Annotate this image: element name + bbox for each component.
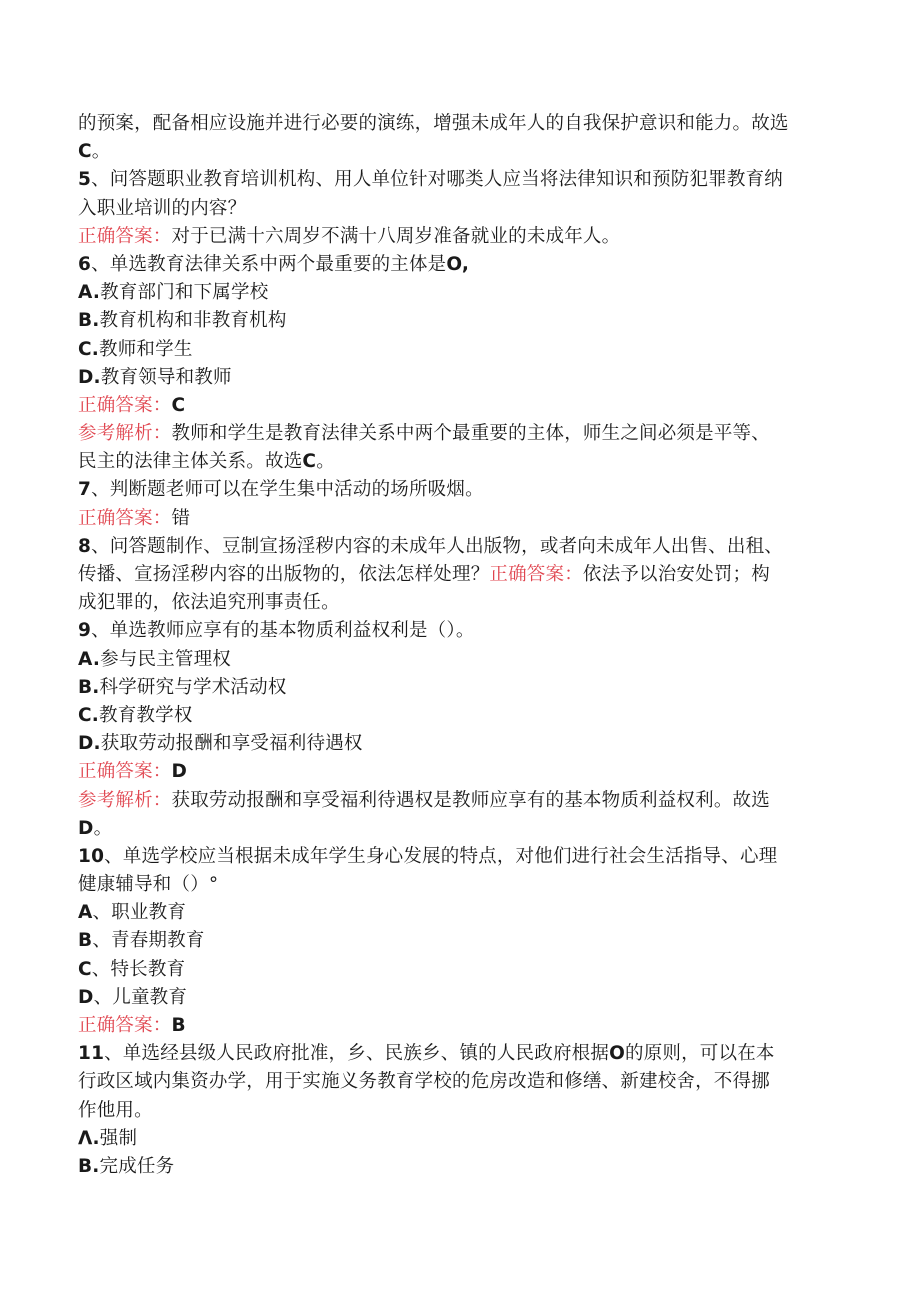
bold-token: B. <box>78 310 100 332</box>
text-line <box>78 138 838 166</box>
line-text: 获取劳动报酬和享受福利待遇权是教师应享有的基本物质利益权利。故选 <box>171 789 770 811</box>
line-text: 作他用。 <box>78 1099 153 1121</box>
text-line <box>78 1153 838 1181</box>
bold-token: 9 <box>78 620 92 642</box>
text-line <box>78 646 838 674</box>
bold-token: 6 <box>78 253 92 275</box>
line-text: 的预案，配备相应设施并进行必要的演练，增强未成年人的自我保护意识和能力。故选 <box>78 113 789 134</box>
answer-label: 正确答案： <box>78 394 172 416</box>
bold-token: D. <box>78 733 101 755</box>
text-line <box>78 787 838 815</box>
bold-token: 10 <box>78 845 105 867</box>
text-line <box>78 702 838 730</box>
answer-label: 正确答案： <box>489 564 583 585</box>
text-line <box>78 1097 838 1125</box>
text-line <box>78 533 838 561</box>
line-text: 、单选学校应当根据未成年学生身心发展的特点，对他们进行社会生活指导、心理 <box>104 845 778 867</box>
line-text: 教育教学权 <box>99 704 193 726</box>
bold-token: B. <box>78 676 100 698</box>
line-text: 错 <box>171 507 191 529</box>
line-text: 。 <box>316 451 335 473</box>
answer-label: 参考解析： <box>78 423 172 445</box>
line-text: 教师和学生 <box>99 338 193 360</box>
bold-token: C <box>78 958 92 980</box>
answer-label: 正确答案： <box>78 507 172 529</box>
text-line <box>78 307 838 335</box>
text-line <box>78 279 838 307</box>
line-text: 教育领导和教师 <box>100 366 232 388</box>
line-text: 、问答题制作、豆制宣扬淫秽内容的未成年人出版物，或者向未成年人出售、出租、 <box>91 535 783 557</box>
answer-label: 正确答案： <box>78 1015 172 1036</box>
text-line <box>78 166 838 194</box>
line-text: 行政区域内集资办学，用于实施义务教育学校的危房改造和修缮、新建校舍，不得挪 <box>78 1071 770 1093</box>
document-page <box>78 110 838 1181</box>
line-text: 、职业教育 <box>92 902 187 924</box>
line-text: 民主的法律主体关系。故选 <box>78 451 303 473</box>
text-line <box>78 561 838 589</box>
line-text: 传播、宣扬淫秽内容的出版物的，依法怎样处理？ <box>78 564 490 585</box>
bold-token: 11 <box>78 1043 105 1065</box>
text-line <box>78 392 838 420</box>
bold-token: C <box>171 394 186 416</box>
line-text: 依法予以治安处罚；构 <box>582 564 770 585</box>
line-text: 科学研究与学术活动权 <box>99 676 287 698</box>
answer-label: 正确答案： <box>78 225 172 247</box>
line-text: 。 <box>91 141 111 163</box>
line-text: 。 <box>93 817 113 839</box>
text-line <box>78 758 838 786</box>
bold-token: 8 <box>78 535 92 557</box>
text-line <box>78 110 838 138</box>
text-line <box>78 871 838 899</box>
text-line <box>78 815 838 843</box>
bold-token: D <box>78 817 94 839</box>
bold-token: B <box>171 1015 186 1036</box>
bold-token: 5 <box>78 169 92 191</box>
text-line <box>78 674 838 702</box>
answer-label: 正确答案： <box>78 761 172 783</box>
text-line <box>78 1012 838 1040</box>
line-text: 健康辅导和（）° <box>78 874 219 896</box>
text-line <box>78 1040 838 1068</box>
text-line <box>78 1068 838 1096</box>
bold-token: A. <box>78 648 101 670</box>
text-line <box>78 617 838 645</box>
text-line <box>78 843 838 871</box>
line-text: 强制 <box>99 1127 138 1149</box>
line-text: 成犯罪的，依法追究刑事责任。 <box>78 592 340 614</box>
bold-token: B. <box>78 1155 100 1177</box>
bold-token: C <box>78 141 92 163</box>
answer-label: 参考解析： <box>78 789 172 811</box>
text-line <box>78 730 838 758</box>
line-text: 完成任务 <box>99 1155 175 1177</box>
text-line <box>78 984 838 1012</box>
text-line <box>78 364 838 392</box>
text-line <box>78 476 838 504</box>
line-text: 、儿童教育 <box>93 986 188 1008</box>
text-line <box>78 448 838 476</box>
bold-token: O <box>609 1043 625 1065</box>
text-line <box>78 251 838 279</box>
text-line <box>78 420 838 448</box>
line-text: 、特长教育 <box>91 958 186 980</box>
bold-token: B <box>78 930 93 952</box>
text-line <box>78 223 838 251</box>
bold-token: 7 <box>78 479 92 501</box>
bold-token: Λ. <box>78 1127 100 1149</box>
text-line <box>78 336 838 364</box>
text-line <box>78 505 838 533</box>
bold-token: A <box>78 902 93 924</box>
line-text: 、青春期教育 <box>92 930 205 952</box>
line-text: 入职业培训的内容？ <box>78 197 247 219</box>
bold-token: C. <box>78 704 100 726</box>
line-text: 教育机构和非教育机构 <box>99 310 287 332</box>
text-line <box>78 589 838 617</box>
text-line <box>78 195 838 223</box>
line-text: 对于已满十六周岁不满十八周岁准备就业的未成年人。 <box>171 225 621 247</box>
line-text: 教师和学生是教育法律关系中两个最重要的主体，师生之间必须是平等、 <box>171 423 770 445</box>
text-line <box>78 927 838 955</box>
text-line <box>78 1125 838 1153</box>
bold-token: C <box>302 451 317 473</box>
line-text: 、问答题职业教育培训机构、用人单位针对哪类人应当将法律知识和预防犯罪教育纳 <box>91 169 783 191</box>
bold-token: O, <box>446 253 470 275</box>
line-text: 的原则，可以在本 <box>625 1043 775 1065</box>
text-line <box>78 956 838 984</box>
line-text: 、单选教育法律关系中两个最重要的主体是 <box>91 253 447 275</box>
bold-token: A. <box>78 282 101 304</box>
line-text: 参与民主管理权 <box>100 648 231 670</box>
line-text: 教育部门和下属学校 <box>100 282 269 304</box>
bold-token: D <box>78 986 94 1008</box>
line-text: 、单选经县级人民政府批准，乡、民族乡、镇的人民政府根据 <box>104 1043 610 1065</box>
bold-token: D. <box>78 366 101 388</box>
line-text: 、单选教师应享有的基本物质利益权利是（）。 <box>91 620 475 642</box>
line-text: 获取劳动报酬和享受福利待遇权 <box>100 733 363 755</box>
bold-token: D <box>171 761 188 783</box>
bold-token: C. <box>78 338 100 360</box>
line-text: 、判断题老师可以在学生集中活动的场所吸烟。 <box>91 479 484 501</box>
text-line <box>78 899 838 927</box>
